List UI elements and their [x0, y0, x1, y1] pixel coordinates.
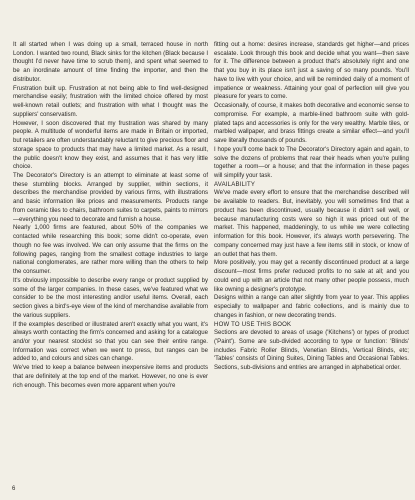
- left-column: [13, 41, 208, 390]
- right-column: [214, 41, 409, 373]
- paragraph: Frustration built up. Frustration at not being able to find well-designed merchandise easily; frustration with the limited choice offered by most well-known retail outlets; and frustration with what I thought was the suppliers' conservatism.: [13, 85, 208, 118]
- section-heading: HOW TO USE THIS BOOK: [214, 321, 292, 328]
- page-number: 6: [12, 486, 16, 492]
- paragraph: Occasionally, of course, it makes both decorative and economic sense to compromise. For example, a marble-lined bathroom suite with gold-plated taps and accessories is only for the very wealthy. Marble tiles, or marbled wallpaper, and brass fittings create a similar effect—and you'll save literally thousands of pounds.: [214, 103, 409, 145]
- paragraph: We've made every effort to ensure that the merchandise described will be available to readers. But, inevitably, you will sometimes find that a product has been discontinued, usually because it didn't sell well, or because manufacturing costs were so high it was priced out of the market. This happened, maddeningly, to us while we were collecting information for this book. However, it's always worth persevering. The company concerned may just have a few items still in stock, or know of an outlet that has them.: [214, 190, 409, 258]
- paragraph: Nearly 1,000 firms are featured, about 50% of the companies we contacted while researching this book; some didn't co-operate, even though no fee was involved. We can only assume that the firms on the following pages, ranging from the smallest cottage industries to large national conglomerates, are rather more willing than the others to help the consumer.: [13, 225, 208, 276]
- paragraph: More positively, you may get a recently discontinued product at a large discount—most firms prefer reduced profits to no sale at all; and you could end up with an article that not many other people possess, much like owning a designer's prototype.: [214, 260, 409, 293]
- paragraph: I hope you'll come back to The Decorator's Directory again and again, to solve the dozens of problems that rear their heads when you're pulling together a room—or a house; and that the information in these pages will simplify your task.: [214, 146, 409, 180]
- paragraph: Designs within a range can alter slightly from year to year. This applies especially to wallpaper and fabric collections, and is mainly due to changes in fashion, or new decorating trends.: [214, 295, 409, 319]
- paragraph: The Decorator's Directory is an attempt to eliminate at least some of these stumbling blocks. Arranged by supplier, within sections, it describes the merchandise provided by various firms, with illustrations and basic information like prices and measurements. Products range from ceramic tiles to chairs, bathroom suites to carpets, paints to mirrors—everything you need to decorate and furnish a house.: [13, 173, 208, 223]
- paragraph: It's obviously impossible to describe every range or product supplied by some of the larger companies. In these cases, we've featured what we consider to be the most interesting and/or useful items. Overall, each section gives a bird's-eye view of the kind of merchandise available from the various suppliers.: [13, 277, 208, 319]
- paragraph: If the examples described or illustrated aren't exactly what you want, it's always worth contacting the firm's concerned and asking for a catalogue and/or your nearest stockist so that you can see their entire range. Information was correct when we went to press, but ranges can be added to, and colours and sizes can change.: [13, 321, 208, 363]
- paragraph: We've tried to keep a balance between inexpensive items and products that are definitely at the top end of the market. However, no one is ever rich enough. This becomes even more apparent when you're: [13, 365, 208, 389]
- paragraph: However, I soon discovered that my frustration was shared by many people. A multitude of wonderful items are made in Britain or imported, but retailers are often understandably reluctant to give precious floor and storage space to products that may have a limited market. As a result, the public doesn't know they exist, and assumes that it has very little choice.: [13, 120, 208, 171]
- paragraph: fitting out a home: desires increase, standards get higher—and prices escalate. Look through this book and decide what you want—then save for it. The difference between a product that's absolutely right and one that you buy in its place isn't just a saving of so many pounds. You'll have to live with your choice, and will be reminded daily of a moment of impatience or weakness. Attaining your goal of perfection will give you pleasure for years to come.: [214, 42, 409, 101]
- section-heading: AVAILABILITY: [214, 181, 256, 188]
- paragraph: Sections are devoted to areas of usage ('Kitchens') or types of product ('Paint'). Some are sub-divided according to type or function: 'Blinds' includes Fabric Roller Blinds, Venetian Blinds, Vertical Blinds, etc; 'Tables' consists of Dining Suites, Dining Tables and Occasional Tables. Sections, sub-divisions and entries are arranged in alphabetical order.: [214, 330, 409, 372]
- paragraph: It all started when I was doing up a small, terraced house in north London. I wanted two round, Black sinks for the kitchen (Black because I thought I'd never have time to scrub them), and spent what seemed to be an inordinate amount of time finding the importer, and then the distributor.: [13, 42, 208, 83]
